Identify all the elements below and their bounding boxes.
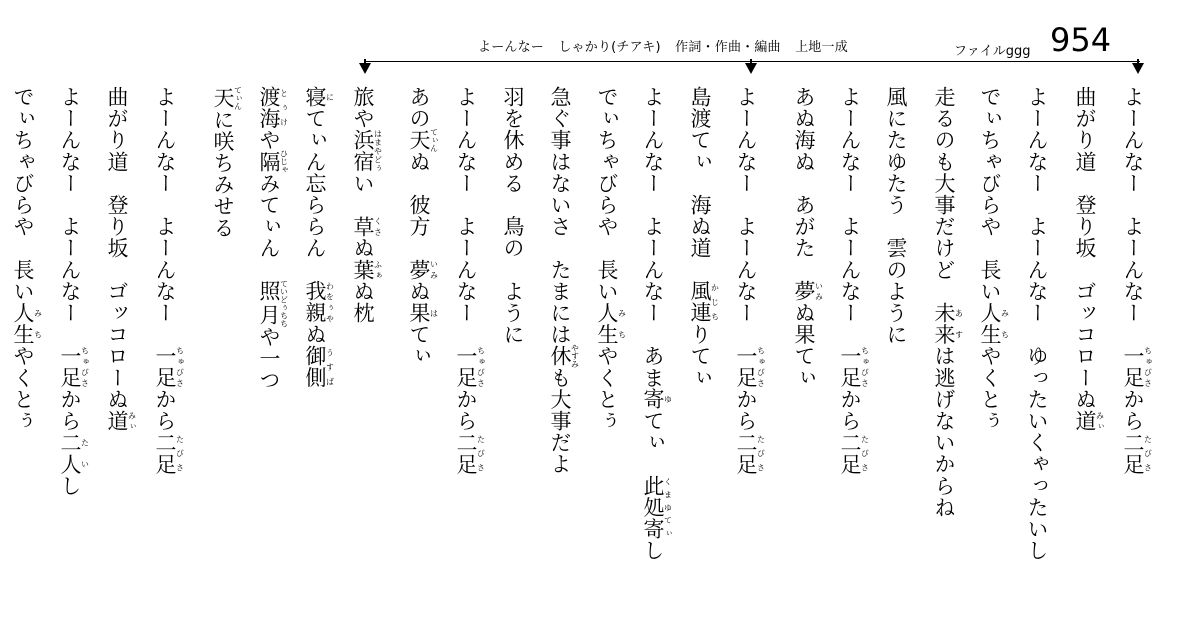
ruby-word: 御側うすば [303,345,335,389]
ruby-word: 照月ていどぅちち [257,279,289,328]
ruby-word: 二人たい [58,431,90,475]
ruby-reading: てぃん [429,128,439,153]
lyric-line: 島渡てぃ 海ぬ道 風連かじちりてぃ [688,86,720,389]
ruby-word: 風連かじち [688,280,720,324]
ruby-reading: に [325,86,335,108]
lyric-line: よーんなー よーんなー 一足ちゅびさから二足たびさ [454,86,486,475]
ruby-reading: たびさ [1143,431,1153,475]
ruby-word: 道みぃ [105,410,137,432]
ruby-word: 此処寄くまゆてぃ [641,474,673,540]
ruby-reading: ちゅびさ [1143,345,1153,389]
ruby-word: 一足ちゅびさ [454,345,486,389]
ruby-reading: はまやどぅ [373,129,383,173]
song-header [470,21,1170,60]
lyric-line: 曲がり道 登り坂 ゴッコローぬ道みぃ [1073,86,1105,432]
ruby-reading: ゆ [663,388,673,410]
ruby-reading: みぃ [1095,410,1105,432]
section-marker-icon [745,63,757,74]
ruby-word: 一足ちゅびさ [58,345,90,389]
ruby-reading: くまゆてぃ [663,474,673,540]
lyric-line: でぃちゃびらや 長い人生みちやくとぅ [595,86,627,432]
ruby-word: 浜宿はまやどぅ [351,129,383,173]
ruby-word: 一足ちゅびさ [838,345,870,389]
ruby-word: 休やすみ [548,344,580,369]
file-label: ファイルggg [954,44,1031,59]
lyric-line: よーんなー よーんなー 一足ちゅびさから二足たびさ [734,86,766,475]
ruby-word: 寝に [303,86,335,108]
ruby-reading: とぅけ [279,86,289,130]
lyric-line: よーんなー よーんなー 一足ちゅびさから二足たびさ [153,86,185,475]
lyric-line: 走るのも大事だけど 未来あすは逃げないからね [932,86,964,519]
ruby-reading: やすみ [570,344,580,369]
ruby-reading: いみ [429,258,439,281]
lyric-line: 寝にてぃん忘ららん 我親わをぅやぬ御側うすば [303,86,335,389]
ruby-reading: たびさ [756,431,766,475]
ruby-word: 二足たびさ [153,431,185,475]
ruby-word: 夢いみ [407,258,439,281]
ruby-reading: みち [1000,302,1010,346]
ruby-word: 寄ゆ [641,388,673,411]
ruby-word: 二足たびさ [838,431,870,475]
ruby-reading: たい [80,431,90,475]
ruby-reading: みち [33,302,43,346]
ruby-word: 一足ちゅびさ [153,345,185,389]
lyric-line: 風にたゆたう 雲のように [884,86,908,346]
ruby-reading: ちゅびさ [80,345,90,389]
ruby-reading: ちゅびさ [860,345,870,389]
ruby-word: 未来あす [932,302,964,346]
lyric-line: よーんなー よーんなー ゆったいくゃったいし [1025,86,1049,562]
ruby-word: 一足ちゅびさ [1121,345,1153,389]
ruby-word: 一足ちゅびさ [734,345,766,389]
ruby-reading: は [429,302,439,324]
lyric-line: でぃちゃびらや 長い人生みちやくとぅ [978,86,1010,432]
ruby-reading: ていどぅちち [279,279,289,328]
ruby-reading: ちゅびさ [476,345,486,389]
lyric-line: よーんなー よーんなー 一足ちゅびさから二足たびさ [1121,86,1153,475]
ruby-reading: わをぅや [325,280,335,324]
ruby-reading: ちゅびさ [175,345,185,389]
ruby-reading: みち [617,302,627,346]
lyric-line: 曲がり道 登り坂 ゴッコローぬ道みぃ [105,86,137,432]
lyric-line: 天てぃんに咲ちみせる [211,86,243,239]
ruby-reading: たびさ [175,431,185,475]
lyric-line: あの天てぃんぬ 彼方 夢いみぬ果はてぃ [407,86,439,367]
ruby-word: 人生みち [11,302,43,346]
ruby-reading: たびさ [476,431,486,475]
ruby-word: 渡海とぅけ [257,86,289,130]
ruby-word: 葉ふぁ [351,258,383,281]
credit-role: 作詞・作曲・編曲 [675,40,781,55]
lyric-line: 羽を休める 鳥の ように [501,86,525,346]
ruby-word: 草くさ [351,215,383,238]
singer: しゃかり(チアキ) [558,40,661,55]
lyric-line: よーんなー よーんなー 一足ちゅびさから二足たびさ [838,86,870,475]
ruby-word: 天てぃん [407,128,439,153]
ruby-reading: みぃ [127,410,137,432]
ruby-reading: てぃん [233,86,243,110]
ruby-reading: ちゅびさ [756,345,766,389]
section-marker-icon [1132,63,1144,74]
lyric-line: 渡海とぅけや隔ひじゃみてぃん 照月ていどぅちちや一つ [257,86,289,391]
lyric-line: あぬ海ぬ あがた 夢いみぬ果てぃ [792,86,824,389]
ruby-word: 果は [407,302,439,324]
composer: 上地一成 [795,40,848,55]
song-title: よーんなー [478,40,545,55]
ruby-word: 隔ひじゃ [257,149,289,174]
ruby-reading: ひじゃ [279,149,289,174]
lyric-line: でぃちゃびらや 長い人生みちやくとぅ [11,86,43,432]
ruby-word: 天てぃん [211,86,243,110]
ruby-word: 人生みち [978,302,1010,346]
section-divider-line [365,61,1140,62]
ruby-word: 人生みち [595,302,627,346]
file-number: 954 [1050,21,1112,59]
lyric-line: 旅や浜宿はまやどぅい 草くさぬ葉ふぁぬ枕 [351,86,383,324]
ruby-reading: うすば [325,345,335,389]
ruby-word: 夢いみ [792,280,824,303]
ruby-reading: いみ [814,280,824,302]
ruby-reading: ふぁ [373,258,383,281]
ruby-reading: かじち [710,280,720,324]
ruby-word: 我親わをぅや [303,280,335,324]
ruby-reading: あす [954,302,964,346]
section-marker-icon [359,63,371,74]
ruby-word: 二足たびさ [734,431,766,475]
ruby-word: 二足たびさ [454,431,486,475]
lyric-line: よーんなー よーんなー あま寄ゆてぃ 此処寄くまゆてぃし [641,86,673,562]
lyric-line: 急ぐ事はないさ たまには休やすみも大事だよ [548,86,580,475]
ruby-word: 道みぃ [1073,410,1105,432]
ruby-word: 二足たびさ [1121,431,1153,475]
ruby-reading: たびさ [860,431,870,475]
ruby-reading: くさ [373,215,383,238]
song-credits [478,36,858,55]
lyric-line: よーんなー よーんなー 一足ちゅびさから二人たいし [58,86,90,497]
